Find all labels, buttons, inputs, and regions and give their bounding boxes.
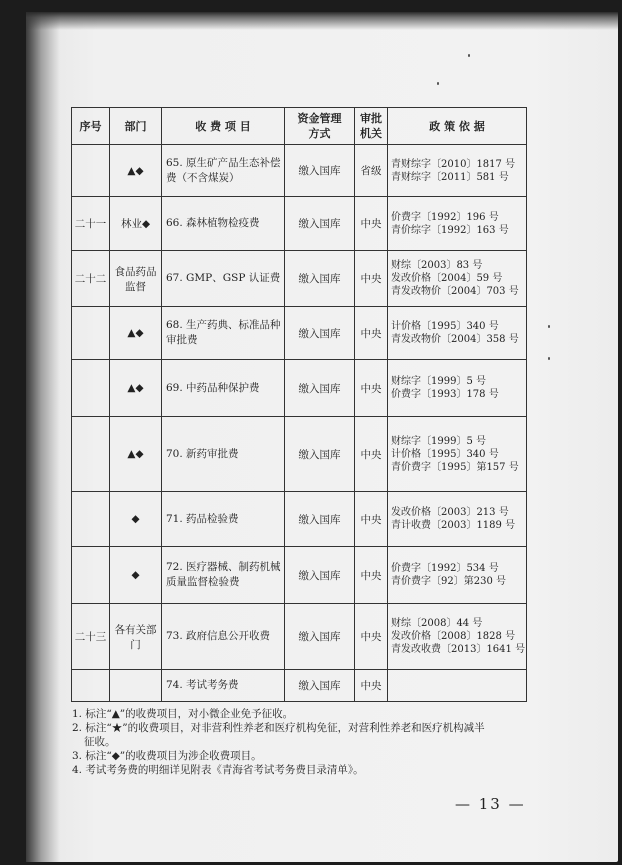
table-header-row (72, 108, 527, 145)
row-approval-authority: 中央 (355, 251, 388, 307)
row-department: ▲◆ (110, 145, 162, 197)
row-policy-basis (388, 360, 527, 417)
row-department: ◆ (110, 492, 162, 547)
policy-document-reference: 青发改物价〔2004〕358 号 (391, 334, 519, 345)
table-row (72, 251, 527, 307)
row-approval-authority: 中央 (355, 492, 388, 547)
scan-speck (548, 325, 550, 328)
table-row (72, 604, 527, 670)
scan-speck (548, 357, 550, 360)
header-policy-basis: 政 策 依 据 (388, 108, 527, 145)
footnote-4: 4. 考试考务费的明细详见附表《青海省考试考务费目录清单》。 (72, 764, 364, 776)
table-row (72, 360, 527, 417)
table-row (72, 547, 527, 604)
row-approval-authority: 中央 (355, 670, 388, 702)
table-row (72, 145, 527, 197)
header-fee-item: 收 费 项 目 (162, 108, 285, 145)
row-fund-management: 缴入国库 (285, 251, 355, 307)
row-approval-authority: 中央 (355, 360, 388, 417)
row-index: 二十三 (72, 604, 110, 670)
footnote-1: 1. 标注“▲”的收费项目，对小微企业免予征收。 (72, 708, 294, 720)
row-fund-management: 缴入国库 (285, 604, 355, 670)
row-fee-item: 66. 森林植物检疫费 (162, 197, 285, 251)
policy-document-reference: 青财综字〔2010〕1817 号 (391, 158, 516, 170)
row-fee-item: 67. GMP、GSP 认证费 (162, 251, 285, 307)
policy-document-reference: 青计收费〔2003〕1189 号 (391, 520, 516, 531)
row-department: 食品药品监督 (110, 251, 162, 307)
row-index (72, 492, 110, 547)
row-policy-basis (388, 604, 527, 670)
row-department: 各有关部门 (110, 604, 162, 670)
row-policy-basis (388, 492, 527, 547)
row-policy-basis (388, 145, 527, 197)
policy-document-reference: 青发改物价〔2004〕703 号 (391, 286, 519, 297)
row-department (110, 670, 162, 702)
row-policy-basis (388, 251, 527, 307)
row-fund-management: 缴入国库 (285, 307, 355, 360)
table-row (72, 417, 527, 492)
policy-document-reference: 价费字〔1992〕534 号 (391, 563, 499, 574)
row-fund-management: 缴入国库 (285, 492, 355, 547)
policy-document-reference: 财综字〔1999〕5 号 (391, 435, 486, 447)
row-fund-management: 缴入国库 (285, 547, 355, 604)
policy-document-reference: 发改价格〔2003〕213 号 (391, 507, 509, 518)
row-policy-basis (388, 670, 527, 702)
table-row (72, 492, 527, 547)
row-approval-authority: 中央 (355, 547, 388, 604)
scan-speck (437, 82, 439, 85)
row-index (72, 307, 110, 360)
policy-document-reference: 发改价格〔2008〕1828 号 (391, 631, 516, 642)
row-department: ▲◆ (110, 360, 162, 417)
row-fund-management: 缴入国库 (285, 145, 355, 197)
footnote-2-continued: 征收。 (84, 736, 116, 748)
row-department: ▲◆ (110, 417, 162, 492)
row-index (72, 547, 110, 604)
row-policy-basis (388, 197, 527, 251)
row-fee-item: 65. 原生矿产品生态补偿费（不含煤炭） (162, 145, 285, 197)
row-approval-authority: 中央 (355, 604, 388, 670)
footnotes (72, 707, 542, 777)
policy-document-reference: 青价费字〔92〕第230 号 (391, 576, 506, 587)
policy-document-reference: 财综〔2008〕44 号 (391, 618, 483, 629)
row-index (72, 360, 110, 417)
header-department: 部门 (110, 108, 162, 145)
row-fee-item: 68. 生产药典、标准品种审批费 (162, 307, 285, 360)
row-index (72, 417, 110, 492)
page-number: — 13 — (455, 795, 526, 813)
policy-document-reference: 青价费字〔1995〕第157 号 (391, 461, 519, 473)
policy-document-reference: 青财综字〔2011〕581 号 (391, 171, 509, 183)
policy-document-reference: 计价格〔1995〕340 号 (391, 448, 499, 460)
row-index: 二十一 (72, 197, 110, 251)
policy-document-reference: 价费字〔1993〕178 号 (391, 389, 499, 400)
row-approval-authority: 中央 (355, 417, 388, 492)
row-index (72, 145, 110, 197)
row-approval-authority: 省级 (355, 145, 388, 197)
row-policy-basis (388, 547, 527, 604)
footnote-3: 3. 标注“◆”的收费项目为涉企收费项目。 (72, 750, 262, 762)
row-index: 二十二 (72, 251, 110, 307)
row-department: ▲◆ (110, 307, 162, 360)
row-fee-item: 71. 药品检验费 (162, 492, 285, 547)
policy-document-reference: 发改价格〔2004〕59 号 (391, 273, 503, 284)
header-index: 序号 (72, 108, 110, 145)
top-edge-shadow (26, 12, 618, 30)
policy-document-reference: 财综字〔1999〕5 号 (391, 376, 486, 387)
policy-document-reference: 青价综字〔1992〕163 号 (391, 224, 509, 236)
header-approval-authority: 审批机关 (355, 108, 388, 145)
row-fee-item: 74. 考试考务费 (162, 670, 285, 702)
row-department: 林业◆ (110, 197, 162, 251)
row-fund-management: 缴入国库 (285, 670, 355, 702)
fee-table (71, 107, 527, 702)
table-row (72, 197, 527, 251)
row-policy-basis (388, 307, 527, 360)
row-fee-item: 72. 医疗器械、制药机械质量监督检验费 (162, 547, 285, 604)
policy-document-reference: 计价格〔1995〕340 号 (391, 321, 499, 332)
row-policy-basis (388, 417, 527, 492)
row-fee-item: 69. 中药品种保护费 (162, 360, 285, 417)
footnote-2: 2. 标注“★”的收费项目，对非营利性养老和医疗机构免征，对营利性养老和医疗机构减半 (72, 722, 485, 734)
row-fund-management: 缴入国库 (285, 360, 355, 417)
scan-speck (468, 54, 470, 57)
row-approval-authority: 中央 (355, 307, 388, 360)
header-fund-management: 资金管理方式 (285, 108, 355, 145)
row-fee-item: 70. 新药审批费 (162, 417, 285, 492)
binding-shadow (26, 12, 60, 862)
table-row (72, 670, 527, 702)
policy-document-reference: 价费字〔1992〕196 号 (391, 211, 499, 223)
policy-document-reference: 青发改收费〔2013〕1641 号 (391, 644, 526, 655)
row-index (72, 670, 110, 702)
row-fund-management: 缴入国库 (285, 197, 355, 251)
row-approval-authority: 中央 (355, 197, 388, 251)
row-fund-management: 缴入国库 (285, 417, 355, 492)
policy-document-reference: 财综〔2003〕83 号 (391, 260, 483, 271)
row-department: ◆ (110, 547, 162, 604)
table-row (72, 307, 527, 360)
row-fee-item: 73. 政府信息公开收费 (162, 604, 285, 670)
